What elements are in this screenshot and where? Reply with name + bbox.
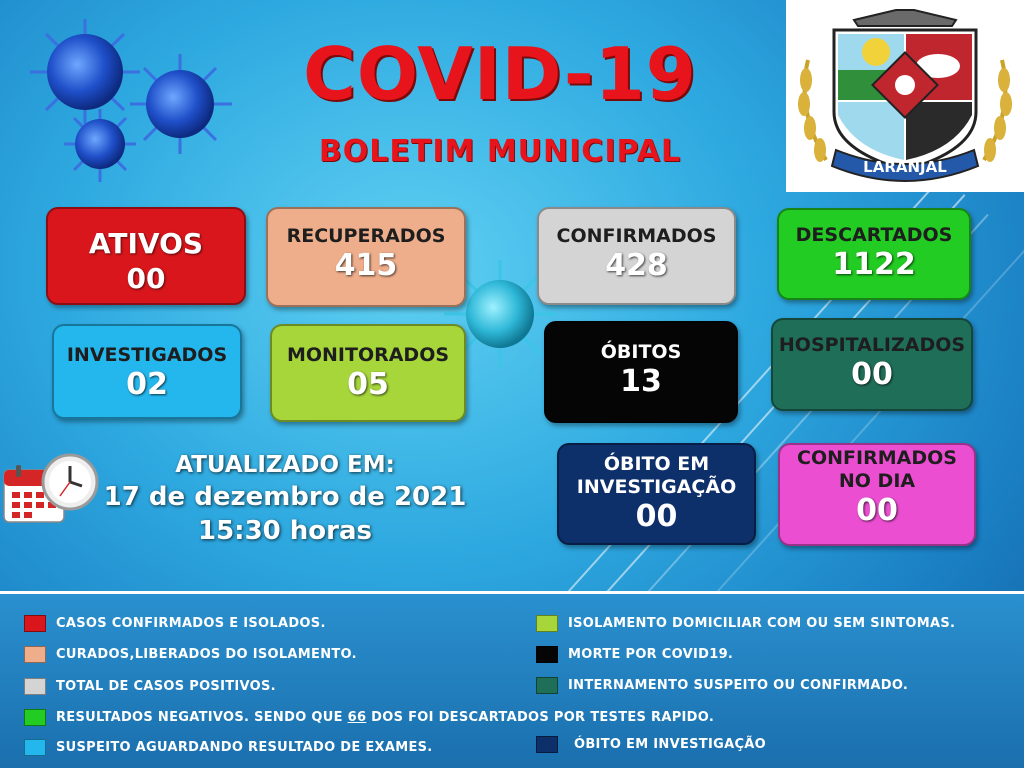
stat-confirmados-dia bbox=[778, 443, 976, 546]
legend-item-obito-investigacao bbox=[536, 734, 766, 754]
legend-swatch bbox=[24, 678, 46, 695]
legend-swatch bbox=[24, 646, 46, 663]
stat-obito-investigacao-label-2: INVESTIGAÇÃO bbox=[576, 476, 737, 498]
legend-text: TOTAL DE CASOS POSITIVOS. bbox=[56, 678, 276, 694]
legend-item-ativos bbox=[24, 613, 326, 633]
updated-time: 15:30 horas bbox=[197, 516, 373, 546]
updated-label: ATUALIZADO EM: bbox=[175, 452, 395, 478]
page-subtitle: BOLETIM MUNICIPAL bbox=[318, 134, 682, 169]
stat-obito-investigacao-label-1: ÓBITO EM bbox=[603, 453, 710, 475]
stat-confirmados-dia-label-2: NO DIA bbox=[838, 470, 916, 492]
legend-item-confirmados bbox=[24, 676, 276, 696]
stat-investigados-value: 02 bbox=[126, 367, 168, 402]
legend-text: INTERNAMENTO SUSPEITO OU CONFIRMADO. bbox=[568, 677, 909, 693]
stat-recuperados-value: 415 bbox=[334, 248, 398, 283]
stat-confirmados bbox=[537, 207, 736, 305]
legend-swatch bbox=[24, 709, 46, 726]
stat-hospitalizados-value: 00 bbox=[851, 357, 893, 392]
legend-item-recuperados bbox=[24, 644, 357, 664]
legend-item-monitorados bbox=[536, 613, 955, 633]
legend-text: ÓBITO EM INVESTIGAÇÃO bbox=[574, 736, 766, 752]
legend-text-part: DOS FOI DESCARTADOS POR TESTES RAPIDO. bbox=[366, 709, 715, 725]
stat-obitos-label: ÓBITOS bbox=[600, 341, 682, 363]
legend-item-hospitalizados bbox=[536, 675, 908, 695]
legend-swatch bbox=[24, 739, 46, 756]
legend-item-obitos bbox=[536, 644, 733, 664]
stat-ativos-label: ATIVOS bbox=[88, 227, 204, 260]
stat-confirmados-label: CONFIRMADOS bbox=[556, 225, 717, 247]
legend-text: SUSPEITO AGUARDANDO RESULTADO DE EXAMES. bbox=[56, 739, 433, 755]
logo-text: LARANJAL bbox=[863, 158, 947, 176]
updated-info bbox=[100, 450, 470, 548]
legend-item-descartados bbox=[24, 707, 714, 727]
legend-swatch bbox=[536, 615, 558, 632]
stat-ativos bbox=[46, 207, 246, 305]
legend-swatch bbox=[536, 646, 558, 663]
stat-obito-investigacao-value: 00 bbox=[635, 499, 678, 534]
stat-hospitalizados bbox=[771, 318, 973, 411]
stat-confirmados-value: 428 bbox=[605, 248, 668, 283]
legend-text-part: RESULTADOS NEGATIVOS. SENDO QUE bbox=[56, 709, 348, 725]
legend-text: ISOLAMENTO DOMICILIAR COM OU SEM SINTOMAS. bbox=[568, 615, 956, 631]
stat-monitorados bbox=[270, 324, 466, 422]
legend-text: MORTE POR COVID19. bbox=[568, 646, 734, 662]
legend-swatch bbox=[24, 615, 46, 632]
stat-recuperados-label: RECUPERADOS bbox=[286, 225, 446, 247]
virus-icon bbox=[10, 14, 240, 184]
logo-panel bbox=[786, 0, 1024, 192]
stat-obito-investigacao bbox=[557, 443, 756, 545]
legend-text: CURADOS,LIBERADOS DO ISOLAMENTO. bbox=[56, 646, 357, 662]
legend-text bbox=[56, 710, 714, 725]
legend-item-investigados bbox=[24, 737, 433, 757]
stat-descartados-label: DESCARTADOS bbox=[795, 224, 953, 246]
stat-confirmados-dia-label-1: CONFIRMADOS bbox=[797, 447, 957, 469]
stat-investigados bbox=[52, 324, 242, 419]
legend-text: CASOS CONFIRMADOS E ISOLADOS. bbox=[56, 615, 326, 631]
updated-date: 17 de dezembro de 2021 bbox=[103, 482, 467, 512]
stat-recuperados bbox=[266, 207, 466, 307]
stat-monitorados-label: MONITORADOS bbox=[286, 344, 450, 366]
legend bbox=[0, 591, 1024, 768]
stat-monitorados-value: 05 bbox=[347, 367, 389, 402]
legend-count: 66 bbox=[347, 709, 367, 725]
clock-icon bbox=[40, 452, 100, 512]
stat-confirmados-dia-value: 00 bbox=[856, 493, 898, 528]
stat-investigados-label: INVESTIGADOS bbox=[66, 344, 228, 366]
stat-obitos bbox=[544, 321, 738, 423]
stat-descartados bbox=[777, 208, 971, 300]
stat-obitos-value: 13 bbox=[620, 364, 662, 399]
legend-swatch bbox=[536, 677, 558, 694]
legend-swatch bbox=[536, 736, 558, 753]
stat-hospitalizados-label: HOSPITALIZADOS bbox=[778, 334, 966, 356]
coat-of-arms-icon bbox=[786, 0, 1024, 192]
stat-ativos-value: 00 bbox=[126, 262, 166, 295]
stat-descartados-value: 1122 bbox=[832, 247, 916, 282]
page-title: COVID-19 bbox=[303, 32, 697, 116]
